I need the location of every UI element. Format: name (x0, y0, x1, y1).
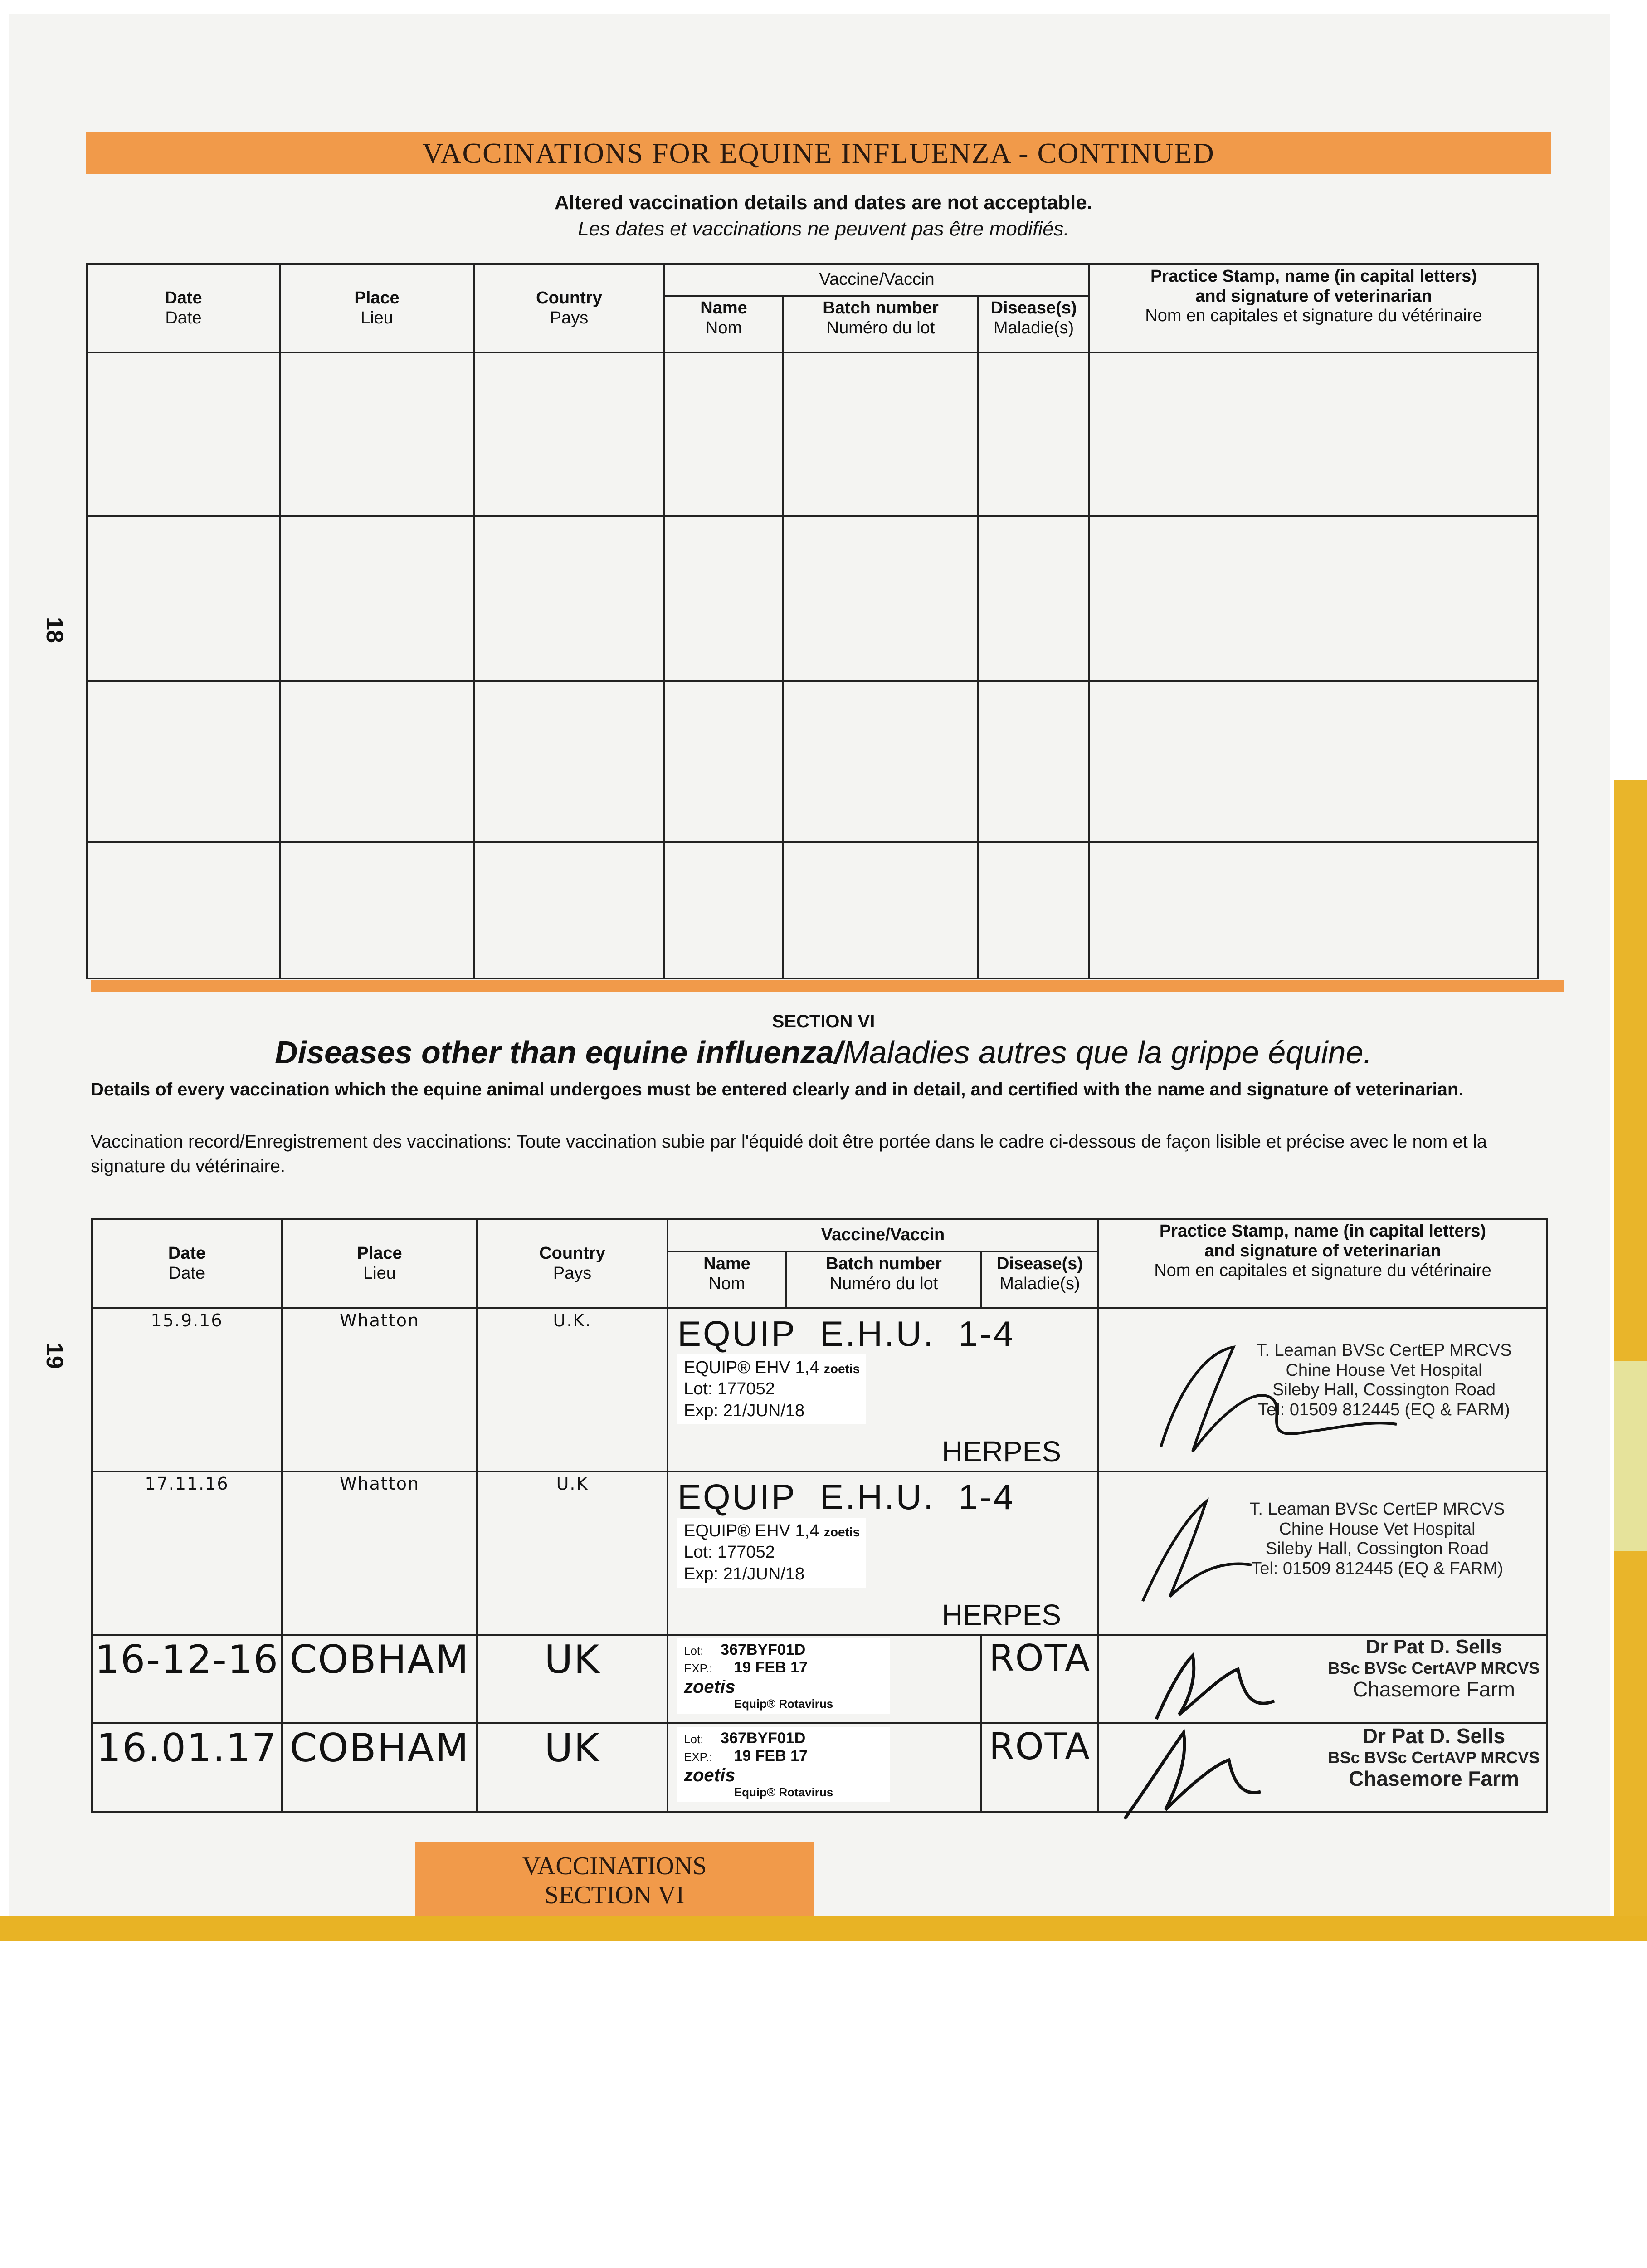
banner-title: VACCINATIONS FOR EQUINE INFLUENZA - CONTINUED (422, 137, 1215, 169)
footer-tab-line1: VACCINATIONS (522, 1852, 707, 1880)
veterinarian-signature-1 (1152, 1334, 1406, 1470)
header-vaccine: Vaccine/Vaccin (668, 1219, 1098, 1251)
veterinarian-signature-4 (1120, 1724, 1265, 1823)
table-row (87, 842, 1538, 978)
cell-stamp: T. Leaman BVSc CertEP MRCVS Chine House Vet Hospital Sileby Hall, Cossington Road Tel: 01509 812445 (EQ & FARM) (1098, 1308, 1547, 1471)
cell-disease: ROTA (981, 1723, 1098, 1812)
cell-stamp: T. Leaman BVSc CertEP MRCVS Chine House Vet Hospital Sileby Hall, Cossington Road Tel: 01509 812445 (EQ & FARM) (1098, 1471, 1547, 1635)
table-row (87, 681, 1538, 842)
cell-stamp: Dr Pat D. Sells BSc BVSc CertAVP MRCVS Chasemore Farm (1098, 1723, 1547, 1812)
cell-vaccine (668, 1471, 1098, 1635)
cell-vaccine (668, 1308, 1098, 1471)
table-row (87, 352, 1538, 516)
header-batch: Batch number Numéro du lot (783, 296, 978, 352)
batch-sticker: Lot: 367BYF01D EXP.: 19 FEB 17 zoetis Equip® Rotavirus (677, 1727, 890, 1802)
header-disease: Disease(s) Maladie(s) (981, 1251, 1098, 1308)
cell-place: Whatton (282, 1308, 477, 1471)
header-date: Date Date (92, 1219, 282, 1308)
header-vaccine: Vaccine/Vaccin (664, 264, 1089, 296)
cell-vaccine-sticker (668, 1635, 981, 1723)
vaccination-table-other (91, 1218, 1548, 1813)
header-batch: Batch number Numéro du lot (786, 1251, 981, 1308)
orange-strip (91, 980, 1564, 992)
table-row (92, 1635, 1547, 1723)
vaccination-table-influenza (86, 263, 1539, 979)
table-row (92, 1471, 1547, 1635)
veterinarian-signature-3 (1147, 1647, 1283, 1728)
veterinarian-signature-2 (1134, 1492, 1315, 1610)
cell-country: U.K. (477, 1308, 668, 1471)
header-disease: Disease(s) Maladie(s) (978, 296, 1089, 352)
batch-sticker: Lot: 367BYF01D EXP.: 19 FEB 17 zoetis Equip® Rotavirus (677, 1638, 890, 1714)
section-title-en: Diseases other than equine influenza/ (275, 1035, 843, 1070)
cell-place: COBHAM (282, 1723, 477, 1812)
batch-sticker: EQUIP® EHV 1,4 zoetis Lot: 177052 Exp: 21/JUN/18 (677, 1354, 866, 1425)
section-label: SECTION VI (772, 1012, 875, 1031)
cell-disease: ROTA (981, 1635, 1098, 1723)
page-18 (9, 14, 1610, 989)
header-country: Country Pays (477, 1219, 668, 1308)
section-banner (86, 132, 1551, 174)
cell-place: COBHAM (282, 1635, 477, 1723)
header-date: Date Date (87, 264, 280, 352)
cell-date: 17.11.16 (92, 1471, 282, 1635)
header-name: Name Nom (668, 1251, 786, 1308)
details-en: Details of every vaccination which the equine animal undergoes must be entered clearly and in detail, and certified with the name and signature of veterinarian. (91, 1080, 1464, 1100)
disease-note: HERPES (941, 1598, 1061, 1632)
header-stamp: Practice Stamp, name (in capital letters) and signature of veterinarian Nom en capitales et signature du vétérinaire (1098, 1219, 1547, 1308)
vaccine-handwritten: EQUIP E.H.U. 1-4 (677, 1314, 1015, 1354)
footer-tab-line2: SECTION VI (544, 1881, 685, 1909)
notice-en: Altered vaccination details and dates are not acceptable. (555, 191, 1092, 214)
page-number: 18 (41, 617, 68, 643)
cell-country: UK (477, 1723, 668, 1812)
booklet-bottom-edge (0, 1916, 1647, 1941)
cell-date: 16.01.17 (92, 1723, 282, 1812)
cell-place: Whatton (282, 1471, 477, 1635)
page-19 (9, 989, 1610, 1923)
header-stamp: Practice Stamp, name (in capital letters) and signature of veterinarian Nom en capitales et signature du vétérinaire (1089, 264, 1538, 352)
batch-sticker: EQUIP® EHV 1,4 zoetis Lot: 177052 Exp: 21/JUN/18 (677, 1518, 866, 1588)
footer-tab (415, 1842, 814, 1921)
header-name: Name Nom (664, 296, 783, 352)
cell-date: 15.9.16 (92, 1308, 282, 1471)
table-row (87, 516, 1538, 681)
notice-fr: Les dates et vaccinations ne peuvent pas être modifiés. (578, 218, 1069, 240)
cell-vaccine-sticker (668, 1723, 981, 1812)
table-row (92, 1723, 1547, 1812)
section-title (0, 1034, 1647, 1070)
header-country: Country Pays (474, 264, 664, 352)
page-number: 19 (41, 1343, 68, 1369)
vaccine-handwritten: EQUIP E.H.U. 1-4 (677, 1477, 1015, 1517)
cell-stamp: Dr Pat D. Sells BSc BVSc CertAVP MRCVS Chasemore Farm (1098, 1635, 1547, 1723)
header-place: Place Lieu (282, 1219, 477, 1308)
disease-note: HERPES (941, 1435, 1061, 1468)
header-place: Place Lieu (280, 264, 474, 352)
cell-country: UK (477, 1635, 668, 1723)
details-fr: Vaccination record/Enregistrement des vaccinations: Toute vaccination subie par l'équidé doit être portée dans le cadre ci-dessous de façon lisible et précise avec le nom et la signature du vétérinaire. (91, 1132, 1487, 1176)
cell-country: U.K (477, 1471, 668, 1635)
section-title-fr: Maladies autres que la grippe équine. (843, 1035, 1372, 1070)
page-tab (1614, 1361, 1647, 1551)
cell-date: 16-12-16 (92, 1635, 282, 1723)
